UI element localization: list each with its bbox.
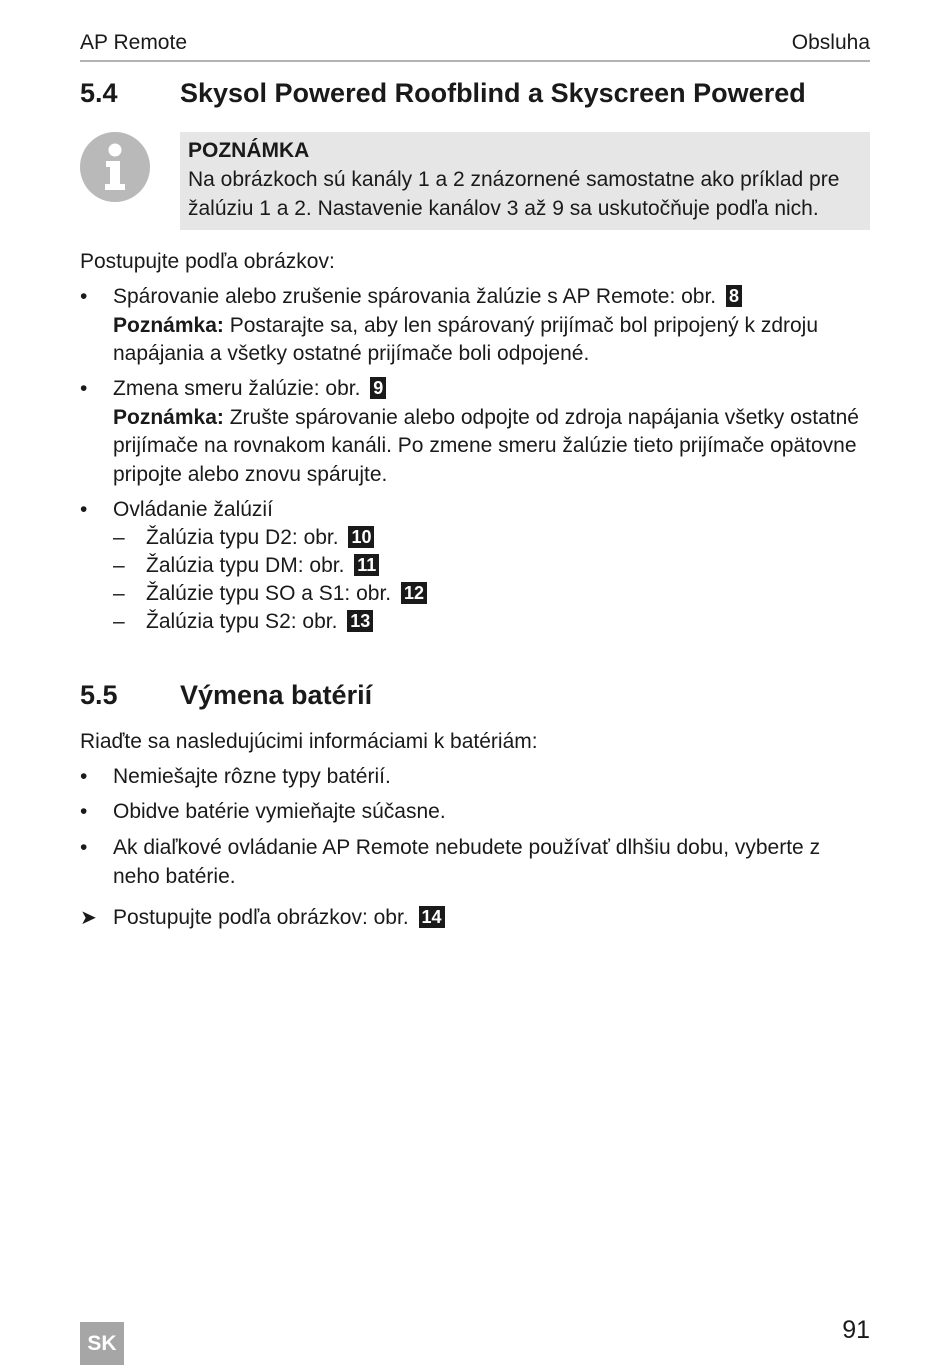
note-body: Postarajte sa, aby len spárovaný prijímač bol pripojený k zdroju napájania a všetky ostatné prijímače boli odpojené. — [113, 313, 819, 365]
arrow-icon: ➤ — [80, 907, 97, 929]
bullet-text: Nemiešajte rôzne typy batérií. — [113, 765, 391, 788]
figure-ref-badge: 9 — [370, 377, 386, 399]
bullet-text: Ovládanie žalúzií — [113, 498, 273, 521]
page-header — [80, 28, 870, 62]
sub-item-text: Žalúzia typu DM: obr. — [146, 554, 345, 577]
dash-marker: – — [113, 610, 125, 633]
info-icon — [80, 132, 150, 202]
bullet-marker: • — [80, 836, 88, 859]
sub-item-text: Žalúzia typu D2: obr. — [146, 526, 339, 549]
page-number: 91 — [842, 1316, 870, 1344]
note-label: Poznámka: — [113, 405, 224, 429]
note-text: Na obrázkoch sú kanály 1 a 2 znázornené samostatne ako príklad pre žalúziu 1 a 2. Nastavenie kanálov 3 až 9 sa uskutočňuje podľa nich. — [188, 168, 840, 220]
bullet-marker: • — [80, 377, 88, 400]
bullet-text: Zmena smeru žalúzie: obr. — [113, 377, 361, 400]
note-body: Zrušte spárovanie alebo odpojte od zdroja napájania všetky ostatné prijímače na rovnakom kanáli. Po zmene smeru žalúzie tieto prijímače opätovne pripojte alebo znovu spárujte. — [113, 405, 859, 486]
bullet-marker: • — [80, 498, 88, 521]
figure-ref-badge: 13 — [347, 610, 373, 632]
section-5-4-intro: Postupujte podľa obrázkov: — [80, 250, 335, 273]
dash-marker: – — [113, 526, 125, 549]
dash-marker: – — [113, 554, 125, 577]
bullet-marker: • — [80, 765, 88, 788]
sub-item-text: Žalúzie typu SO a S1: obr. — [146, 582, 392, 605]
figure-ref-badge: 10 — [348, 526, 374, 548]
section-number: 5.5 — [80, 680, 118, 710]
figure-ref-badge: 8 — [726, 285, 742, 307]
header-chapter-name: Obsluha — [791, 31, 870, 54]
bullet-text: Obidve batérie vymieňajte súčasne. — [113, 800, 446, 823]
bullet-text: Ak diaľkové ovládanie AP Remote nebudete používať dlhšiu dobu, vyberte z neho batérie. — [113, 836, 821, 888]
action-text: Postupujte podľa obrázkov: obr. — [113, 906, 409, 929]
note-title: POZNÁMKA — [188, 139, 310, 162]
sub-item-text: Žalúzia typu S2: obr. — [146, 610, 338, 633]
section-title: Skysol Powered Roofblind a Skyscreen Powered — [180, 78, 806, 108]
header-product-name: AP Remote — [80, 31, 187, 54]
note-label: Poznámka: — [113, 313, 224, 337]
figure-ref-badge: 14 — [419, 906, 445, 928]
note-box — [180, 132, 870, 230]
bullet-text: Spárovanie alebo zrušenie spárovania žalúzie s AP Remote: obr. — [113, 285, 717, 308]
section-5-5-intro: Riaďte sa nasledujúcimi informáciami k batériám: — [80, 730, 538, 753]
figure-ref-badge: 11 — [354, 554, 379, 576]
section-number: 5.4 — [80, 78, 118, 108]
dash-marker: – — [113, 582, 125, 605]
figure-ref-badge: 12 — [401, 582, 427, 604]
bullet-marker: • — [80, 285, 88, 308]
language-tag: SK — [80, 1322, 124, 1365]
bullet-marker: • — [80, 800, 88, 823]
section-title: Výmena batérií — [180, 680, 373, 710]
